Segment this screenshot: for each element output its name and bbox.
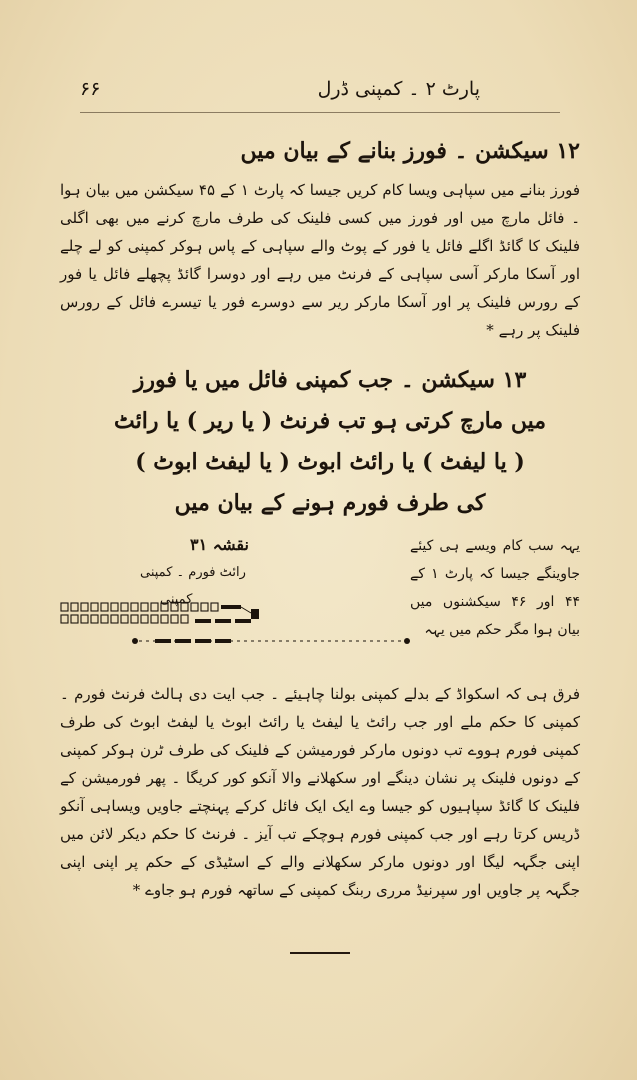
section-13-heading-line: ( یا لیفٹ ) یا رائٹ ابوٹ ( یا لیفٹ ابوٹ )	[135, 449, 525, 475]
section-12-heading: ۱۲ سیکشن ۔ فورز بنانے کے بیان میں	[240, 138, 580, 164]
section-12-body: فورز بنانے میں سپاہی ویسا کام کریں جیسا کہ پارٹ ۱ کے ۴۵ سیکشن میں بیان ہوا ۔ فائل مارچ میں اور فورز میں کسی فلینک کی طرف مارچ کرنے میں بھی اگلی فلینک کا گائڈ اگلے فائل یا فور کے پوٹ والے سپاہی کے پاس ہوکر کمپنی کو لے چلے اور آسکا مارکر آسی سپاہی کے فرنٹ میں رہے اور دوسرا گائڈ پچھلے فائل یا فور کے رورس فلینک پر اور آسکا مارکر ریر سے دوسرے فور یا تیسرے فائل کے رورس فلینک پر رہے *	[60, 181, 580, 339]
section-13-heading	[80, 360, 580, 524]
section-13-heading-line: میں مارچ کرتی ہو تب فرنٹ ( یا ریر ) یا رائٹ	[114, 408, 546, 434]
figure-label: کمپنی	[160, 592, 193, 607]
header-divider	[80, 112, 560, 113]
end-divider	[290, 952, 350, 954]
section-13-heading-line: کی طرف فورم ہونے کے بیان میں	[174, 490, 486, 516]
section-13-heading-line: ۱۳ سیکشن ۔ جب کمپنی فائل میں یا فورز	[133, 367, 527, 393]
formation-drawing	[55, 595, 415, 675]
figure-side-text: یہہ سب کام ویسے ہی کیئے جاوینگے جیسا کہ پارٹ ۱ کے ۴۴ اور ۴۶ سیکشنوں میں بیان ہوا مگر حکم میں یہہ	[410, 538, 580, 638]
figure-subtitle: رائٹ فورم ۔ کمپنی	[140, 565, 246, 580]
page-header	[80, 78, 560, 108]
figure-title: نقشہ ۳۱	[190, 535, 249, 554]
page-number: ۶۶	[80, 78, 101, 100]
formation-diagram	[55, 535, 415, 675]
running-title: پارٹ ۲ ۔ کمپنی ڈرل	[317, 78, 480, 100]
section-13-body: فرق ہی کہ اسکواڈ کے بدلے کمپنی بولنا چاہیئے ۔ جب ایت دی ہالٹ فرنٹ فورم ۔ کمپنی کا حکم ملے اور جب رائٹ یا لیفٹ یا رائٹ ابوٹ یا لیفٹ ابوٹ کی طرف کمپنی فورم ہووے تب دونوں مارکر فورمیشن کے فلینک کی طرف ٹرن ہوکر کمپنی کے دونوں فلینک پر نشان دینگے اور سکھلانے والا آنکو کور کریگا ۔ پھر فورمیشن کے فلینک کا گائڈ سپاہیوں کو جیسا وے ایک ایک فائل کرکے پہنچتے جاویں ویساہی آنکو ڈریس کرتا رہے اور جب کمپنی فورم ہوچکے تب آیز ۔ فرنٹ کا حکم دیکر لائن میں اپنی جگہہ لیگا اور دونوں مارکر سکھلانے والے کے اسٹیڈی کے حکم پر اپنی اپنی جگہہ پر جاویں اور سپرنیڈ مرری ربنگ کمپنی کے ساتھہ فورم ہو جاوے *	[60, 685, 580, 899]
